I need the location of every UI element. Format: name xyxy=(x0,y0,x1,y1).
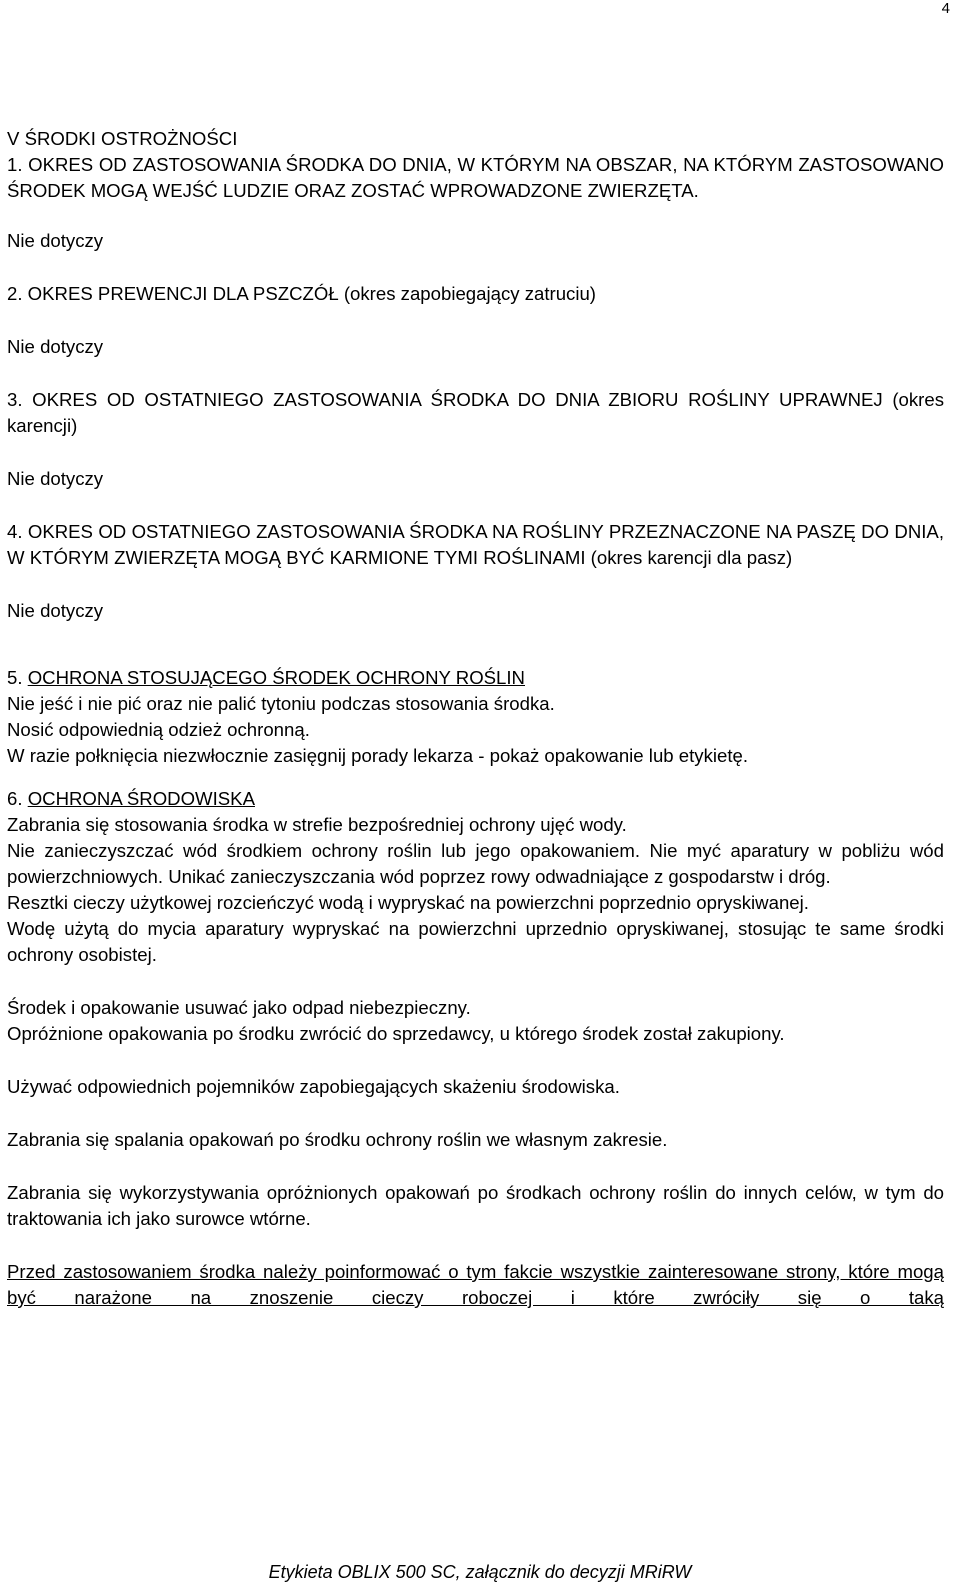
item-5-line-1: Nie jeść i nie pić oraz nie palić tytoniu podczas stosowania środka. xyxy=(7,693,555,714)
document-body xyxy=(7,126,944,1311)
disposal-line-1: Środek i opakowanie usuwać jako odpad niebezpieczny. xyxy=(7,997,471,1018)
section-title: V ŚRODKI OSTROŻNOŚCI xyxy=(7,128,238,149)
item-3-heading: 3. OKRES OD OSTATNIEGO ZASTOSOWANIA ŚRODKA DO DNIA ZBIORU ROŚLINY UPRAWNEJ (okres karencji) xyxy=(7,389,944,436)
item-6-heading xyxy=(7,786,944,812)
item-2-value: Nie dotyczy xyxy=(7,336,104,357)
burning-note: Zabrania się spalania opakowań po środku ochrony roślin we własnym zakresie. xyxy=(7,1129,668,1150)
item-6-line-1: Zabrania się stosowania środka w strefie bezpośredniej ochrony ujęć wody. xyxy=(7,814,627,835)
item-6-number: 6. xyxy=(7,788,28,809)
item-6-title: OCHRONA ŚRODOWISKA xyxy=(27,788,255,809)
item-5-number: 5. xyxy=(7,667,28,688)
item-5-heading xyxy=(7,665,944,691)
item-2-heading: 2. OKRES PREWENCJI DLA PSZCZÓŁ (okres zapobiegający zatruciu) xyxy=(7,283,596,304)
reuse-note: Zabrania się wykorzystywania opróżnionych opakowań po środkach ochrony roślin do innych celów, w tym do traktowania ich jako surowce wtórne. xyxy=(7,1182,944,1229)
disposal-line-2: Opróżnione opakowania po środku zwrócić do sprzedawcy, u którego środek został zakupiony. xyxy=(7,1023,785,1044)
item-1-heading: 1. OKRES OD ZASTOSOWANIA ŚRODKA DO DNIA, W KTÓRYM NA OBSZAR, NA KTÓRYM ZASTOSOWANO ŚRODEK MOGĄ WEJŚĆ LUDZIE ORAZ ZOSTAĆ WPROWADZONE ZWIERZĘTA. xyxy=(7,154,944,201)
container-note: Używać odpowiednich pojemników zapobiegających skażeniu środowiska. xyxy=(7,1076,620,1097)
item-1-value: Nie dotyczy xyxy=(7,230,104,251)
item-6-line-2: Nie zanieczyszczać wód środkiem ochrony roślin lub jego opakowaniem. Nie myć aparatury w pobliżu wód powierzchniowych. Unikać zanieczyszczania wód poprzez rowy odwadniające z gospodarstw i dróg. xyxy=(7,840,944,887)
item-4-value: Nie dotyczy xyxy=(7,600,104,621)
item-5-line-2: Nosić odpowiednią odzież ochronną. xyxy=(7,719,310,740)
notice-text: Przed zastosowaniem środka należy poinformować o tym fakcie wszystkie zainteresowane strony, które mogą być narażone na znoszenie cieczy roboczej i które zwróciły się o taką xyxy=(7,1261,944,1308)
page-number: 4 xyxy=(941,0,950,17)
item-6-line-3: Resztki cieczy użytkowej rozcieńczyć wodą i wypryskać na powierzchni poprzednio opryskiwanej. xyxy=(7,892,809,913)
item-4-heading: 4. OKRES OD OSTATNIEGO ZASTOSOWANIA ŚRODKA NA ROŚLINY PRZEZNACZONE NA PASZĘ DO DNIA, W KTÓRYM ZWIERZĘTA MOGĄ BYĆ KARMIONE TYMI ROŚLINAMI (okres karencji dla pasz) xyxy=(7,521,944,568)
item-3-value: Nie dotyczy xyxy=(7,468,104,489)
item-5-title: OCHRONA STOSUJĄCEGO ŚRODEK OCHRONY ROŚLIN xyxy=(27,667,525,688)
page-footer: Etykieta OBLIX 500 SC, załącznik do decyzji MRiRW xyxy=(268,1562,692,1582)
item-6-line-4: Wodę użytą do mycia aparatury wypryskać na powierzchni uprzednio opryskiwanej, stosując te same środki ochrony osobistej. xyxy=(7,918,944,965)
item-5-line-3: W razie połknięcia niezwłocznie zasięgnij porady lekarza - pokaż opakowanie lub etykietę. xyxy=(7,745,749,766)
